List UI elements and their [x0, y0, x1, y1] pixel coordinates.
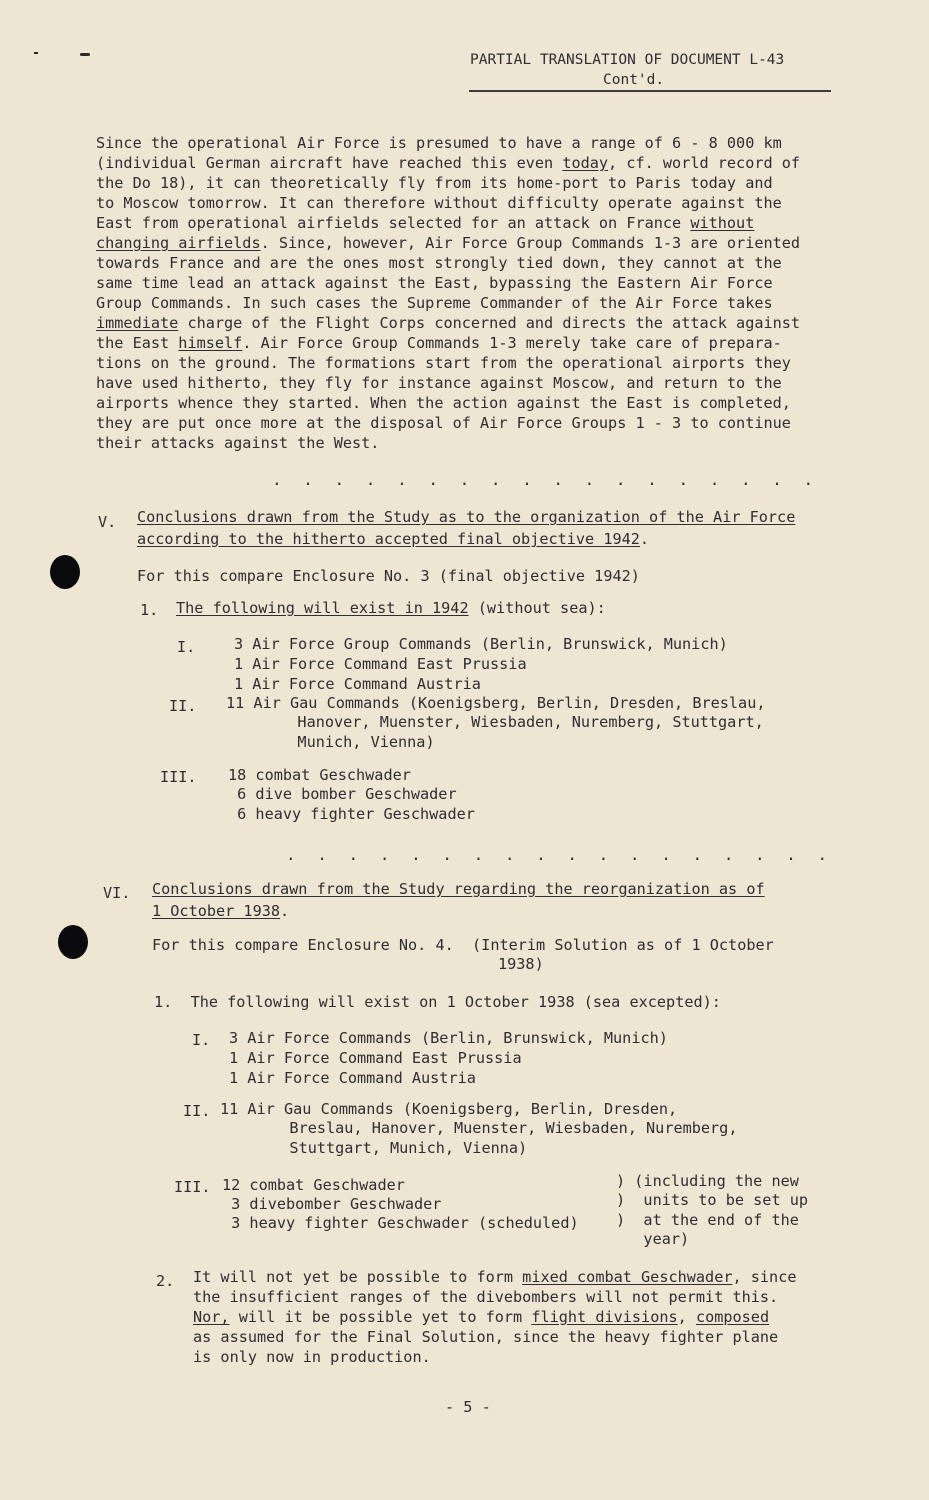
bracket-note: year): [616, 1230, 690, 1248]
list-line: 3 heavy fighter Geschwader (scheduled): [222, 1214, 579, 1232]
separator-dots: . . . . . . . . . . . . . . . . . .: [286, 845, 834, 864]
list-line: 12 combat Geschwader: [222, 1176, 405, 1194]
intro-line: have used hitherto, they fly for instance against Moscow, and return to the: [96, 374, 782, 392]
compare-note: 1938): [498, 955, 544, 973]
list-line: 3 Air Force Commands (Berlin, Brunswick, Munich): [229, 1029, 668, 1047]
item-text: Nor, will it be possible yet to form flight divisions, composed: [193, 1308, 770, 1326]
bracket-note: ) at the end of the: [616, 1211, 799, 1229]
intro-line: Group Commands. In such cases the Supreme Commander of the Air Force takes: [96, 294, 773, 312]
roman-numeral: II.: [183, 1102, 211, 1120]
section-number: VI.: [103, 884, 131, 902]
list-line: 1 Air Force Command East Prussia: [229, 1049, 522, 1067]
intro-line: immediate charge of the Flight Corps concerned and directs the attack against: [96, 314, 801, 332]
intro-line: same time lead an attack against the East, bypassing the Eastern Air Force: [96, 274, 773, 292]
list-line: 1 Air Force Command Austria: [234, 675, 481, 693]
list-line: 3 divebomber Geschwader: [222, 1195, 442, 1213]
item-number: 1.: [140, 601, 159, 619]
separator-dots: . . . . . . . . . . . . . . . . . .: [272, 470, 820, 489]
list-line: 6 heavy fighter Geschwader: [228, 805, 475, 823]
section-title: Conclusions drawn from the Study regarding the reorganization as of: [152, 880, 765, 898]
list-line: 1 Air Force Command East Prussia: [234, 655, 527, 673]
header-rule: [469, 90, 831, 92]
punch-hole: [50, 555, 80, 589]
bracket-note: ) (including the new: [616, 1172, 799, 1190]
list-line: Breslau, Hanover, Muenster, Wiesbaden, Nuremberg,: [262, 1119, 738, 1137]
intro-line: airports whence they started. When the action against the East is completed,: [96, 394, 791, 412]
section-title: 1 October 1938.: [152, 902, 290, 920]
intro-line: Since the operational Air Force is presumed to have a range of 6 - 8 000 km: [96, 134, 782, 152]
intro-line: towards France and are the ones most strongly tied down, they cannot at the: [96, 254, 782, 272]
intro-line: tions on the ground. The formations start from the operational airports they: [96, 354, 791, 372]
document-title: PARTIAL TRANSLATION OF DOCUMENT L-43: [470, 52, 785, 68]
intro-line: to Moscow tomorrow. It can therefore without difficulty operate against the: [96, 194, 782, 212]
intro-line: they are put once more at the disposal of Air Force Groups 1 - 3 to continue: [96, 414, 791, 432]
stray-mark: [80, 53, 90, 56]
list-line: Stuttgart, Munich, Vienna): [262, 1139, 528, 1157]
section-title: according to the hitherto accepted final objective 1942.: [137, 530, 650, 548]
roman-numeral: III.: [160, 768, 197, 786]
section-number: V.: [98, 513, 117, 531]
roman-numeral: I.: [192, 1031, 211, 1049]
roman-numeral: III.: [174, 1178, 211, 1196]
intro-line: the Do 18), it can theoretically fly from its home-port to Paris today and: [96, 174, 773, 192]
stray-mark: [34, 52, 38, 54]
punch-hole: [58, 925, 88, 959]
roman-numeral: I.: [177, 638, 196, 656]
intro-line: the East himself. Air Force Group Commands 1-3 merely take care of prepara-: [96, 334, 782, 352]
compare-note: For this compare Enclosure No. 4. (Interim Solution as of 1 October: [152, 936, 774, 954]
section-title: Conclusions drawn from the Study as to the organization of the Air Force: [137, 508, 796, 526]
list-line: Hanover, Muenster, Wiesbaden, Nuremberg, Stuttgart,: [270, 713, 764, 731]
continued-label: Cont'd.: [603, 72, 665, 88]
bracket-note: ) units to be set up: [616, 1191, 809, 1209]
list-line: 1 Air Force Command Austria: [229, 1069, 476, 1087]
item-text: as assumed for the Final Solution, since the heavy fighter plane: [193, 1328, 779, 1346]
intro-line: their attacks against the West.: [96, 434, 380, 452]
intro-line: (individual German aircraft have reached this even today, cf. world record of: [96, 154, 801, 172]
intro-line: East from operational airfields selected for an attack on France without: [96, 214, 755, 232]
item-text: is only now in production.: [193, 1348, 431, 1366]
item-text: the insufficient ranges of the divebombers will not permit this.: [193, 1288, 779, 1306]
item-text: It will not yet be possible to form mixed combat Geschwader, since: [193, 1268, 797, 1286]
intro-line: changing airfields. Since, however, Air Force Group Commands 1-3 are oriented: [96, 234, 801, 252]
list-line: 11 Air Gau Commands (Koenigsberg, Berlin, Dresden, Breslau,: [226, 694, 766, 712]
list-line: Munich, Vienna): [270, 733, 435, 751]
item-number: 2.: [156, 1272, 175, 1290]
roman-numeral: II.: [169, 697, 197, 715]
list-line: 6 dive bomber Geschwader: [228, 785, 457, 803]
item-text: 1. The following will exist on 1 October 1938 (sea excepted):: [154, 993, 721, 1011]
page-number: - 5 -: [445, 1398, 491, 1416]
list-line: 3 Air Force Group Commands (Berlin, Brunswick, Munich): [234, 635, 728, 653]
item-text: The following will exist in 1942 (without sea):: [176, 599, 606, 617]
compare-note: For this compare Enclosure No. 3 (final objective 1942): [137, 567, 640, 585]
list-line: 18 combat Geschwader: [228, 766, 411, 784]
list-line: 11 Air Gau Commands (Koenigsberg, Berlin, Dresden,: [220, 1100, 678, 1118]
